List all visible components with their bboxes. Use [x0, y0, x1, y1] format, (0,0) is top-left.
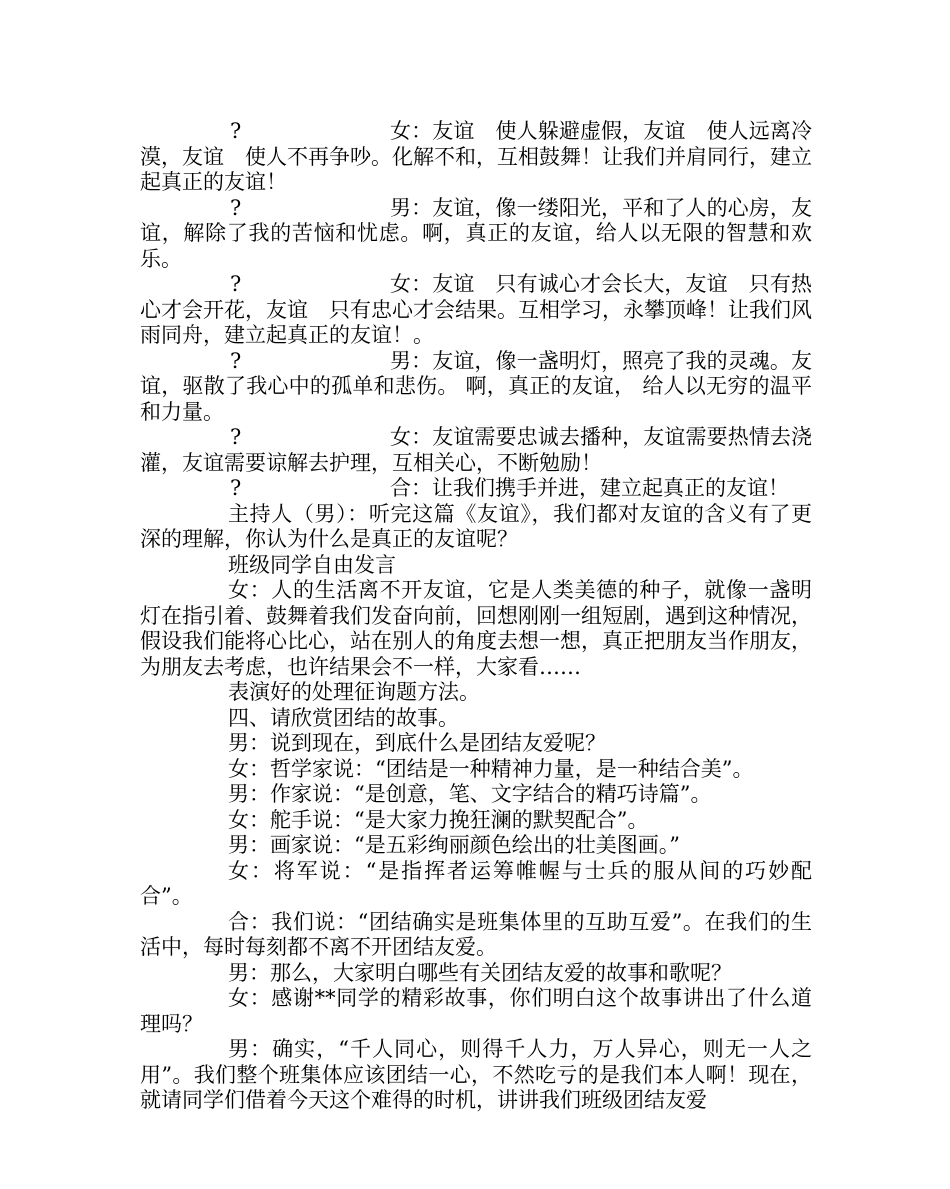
dialogue-text: 女：友谊需要忠诚去播种，友谊需要热情去浇灌，友谊需要谅解去护理，互相关心，不断勉励！ — [140, 425, 812, 475]
dialogue-text: 女：友谊 只有诚心才会长大，友谊 只有热心才会开花，友谊 只有忠心才会结果。互相学习，永攀顶峰！让我们风雨同舟，建立起真正的友谊！。 — [140, 272, 812, 347]
paragraph: 女：将军说：“是指挥者运筹帷幄与士兵的服从间的巧妙配合”。 — [140, 858, 812, 908]
paragraph: 女：舵手说：“是大家力挽狂澜的默契配合”。 — [228, 807, 649, 832]
paragraph: 男：那么，大家明白哪些有关团结友爱的故事和歌呢？ — [228, 960, 732, 985]
paragraph: 女：哲学家说：“团结是一种精神力量，是一种结合美”。 — [228, 756, 754, 781]
bullet-mark: ? — [230, 348, 242, 373]
host-question: 主持人（男）：听完这篇《友谊》，我们都对友谊的含义有了更深的理解，你认为什么是真正的友谊呢？ — [140, 501, 812, 551]
paragraph: 合：我们说：“团结确实是班集体里的互助互爱”。在我们的生活中，每时每刻都不离不开团结友爱。 — [140, 909, 812, 959]
paragraph: 女：人的生活离不开友谊，它是人类美德的种子，就像一盏明灯在指引着、鼓舞着我们发奋向前，回想刚刚一组短剧，遇到这种情况，假设我们能将心比心，站在别人的角度去想一想，真正把朋友当作朋友，为朋友去考虑，也许结果会不一样，大家看…… — [140, 578, 812, 679]
dialogue-text: 女：友谊 使人躲避虚假，友谊 使人远离冷漠，友谊 使人不再争吵。化解不和，互相鼓舞！让我们并肩同行，建立起真正的友谊！ — [140, 119, 812, 194]
paragraph: 男：作家说：“是创意，笔、文字结合的精巧诗篇”。 — [228, 782, 712, 806]
bullet-mark: ? — [230, 119, 242, 143]
section-heading: 四、请欣赏团结的故事。 — [228, 705, 459, 730]
paragraph: 男：画家说：“是五彩绚丽颜色绘出的壮美图画。” — [228, 833, 680, 857]
paragraph: 男：确实，“千人同心，则得千人力，万人异心，则无一人之用”。我们整个班集体应该团结一心，不然吃亏的是我们本人啊！现在，就请同学们借着今天这个难得的时机，讲讲我们班级团结友爱 — [140, 1037, 812, 1112]
stage-direction: 表演好的处理征询题方法。 — [228, 680, 480, 704]
document-page — [140, 119, 812, 1114]
dialogue-text: 合：让我们携手并进，建立起真正的友谊！ — [390, 476, 789, 500]
bullet-mark: ? — [230, 425, 242, 449]
dialogue-text: 男：友谊，像一盏明灯，照亮了我的灵魂。友谊，驱散了我心中的孤单和悲伤。 啊，真正的友谊， 给人以无穷的温平和力量。 — [140, 348, 812, 424]
stage-direction: 班级同学自由发言 — [228, 552, 396, 577]
dialogue-line — [140, 425, 812, 476]
dialogue-line — [140, 272, 812, 349]
bullet-mark: ? — [230, 195, 242, 220]
dialogue-line — [140, 349, 812, 426]
dialogue-line — [140, 119, 812, 196]
paragraph: 男：说到现在，到底什么是团结友爱呢？ — [228, 731, 606, 755]
bullet-mark: ? — [230, 272, 242, 296]
dialogue-line — [140, 476, 812, 502]
dialogue-text: 男：友谊，像一缕阳光，平和了人的心房，友谊，解除了我的苦恼和忧虑。啊，真正的友谊，给人以无限的智慧和欢乐。 — [140, 195, 812, 271]
dialogue-line — [140, 196, 812, 273]
paragraph: 女：感谢**同学的精彩故事，你们明白这个故事讲出了什么道理吗？ — [140, 986, 812, 1036]
bullet-mark: ? — [230, 476, 242, 500]
